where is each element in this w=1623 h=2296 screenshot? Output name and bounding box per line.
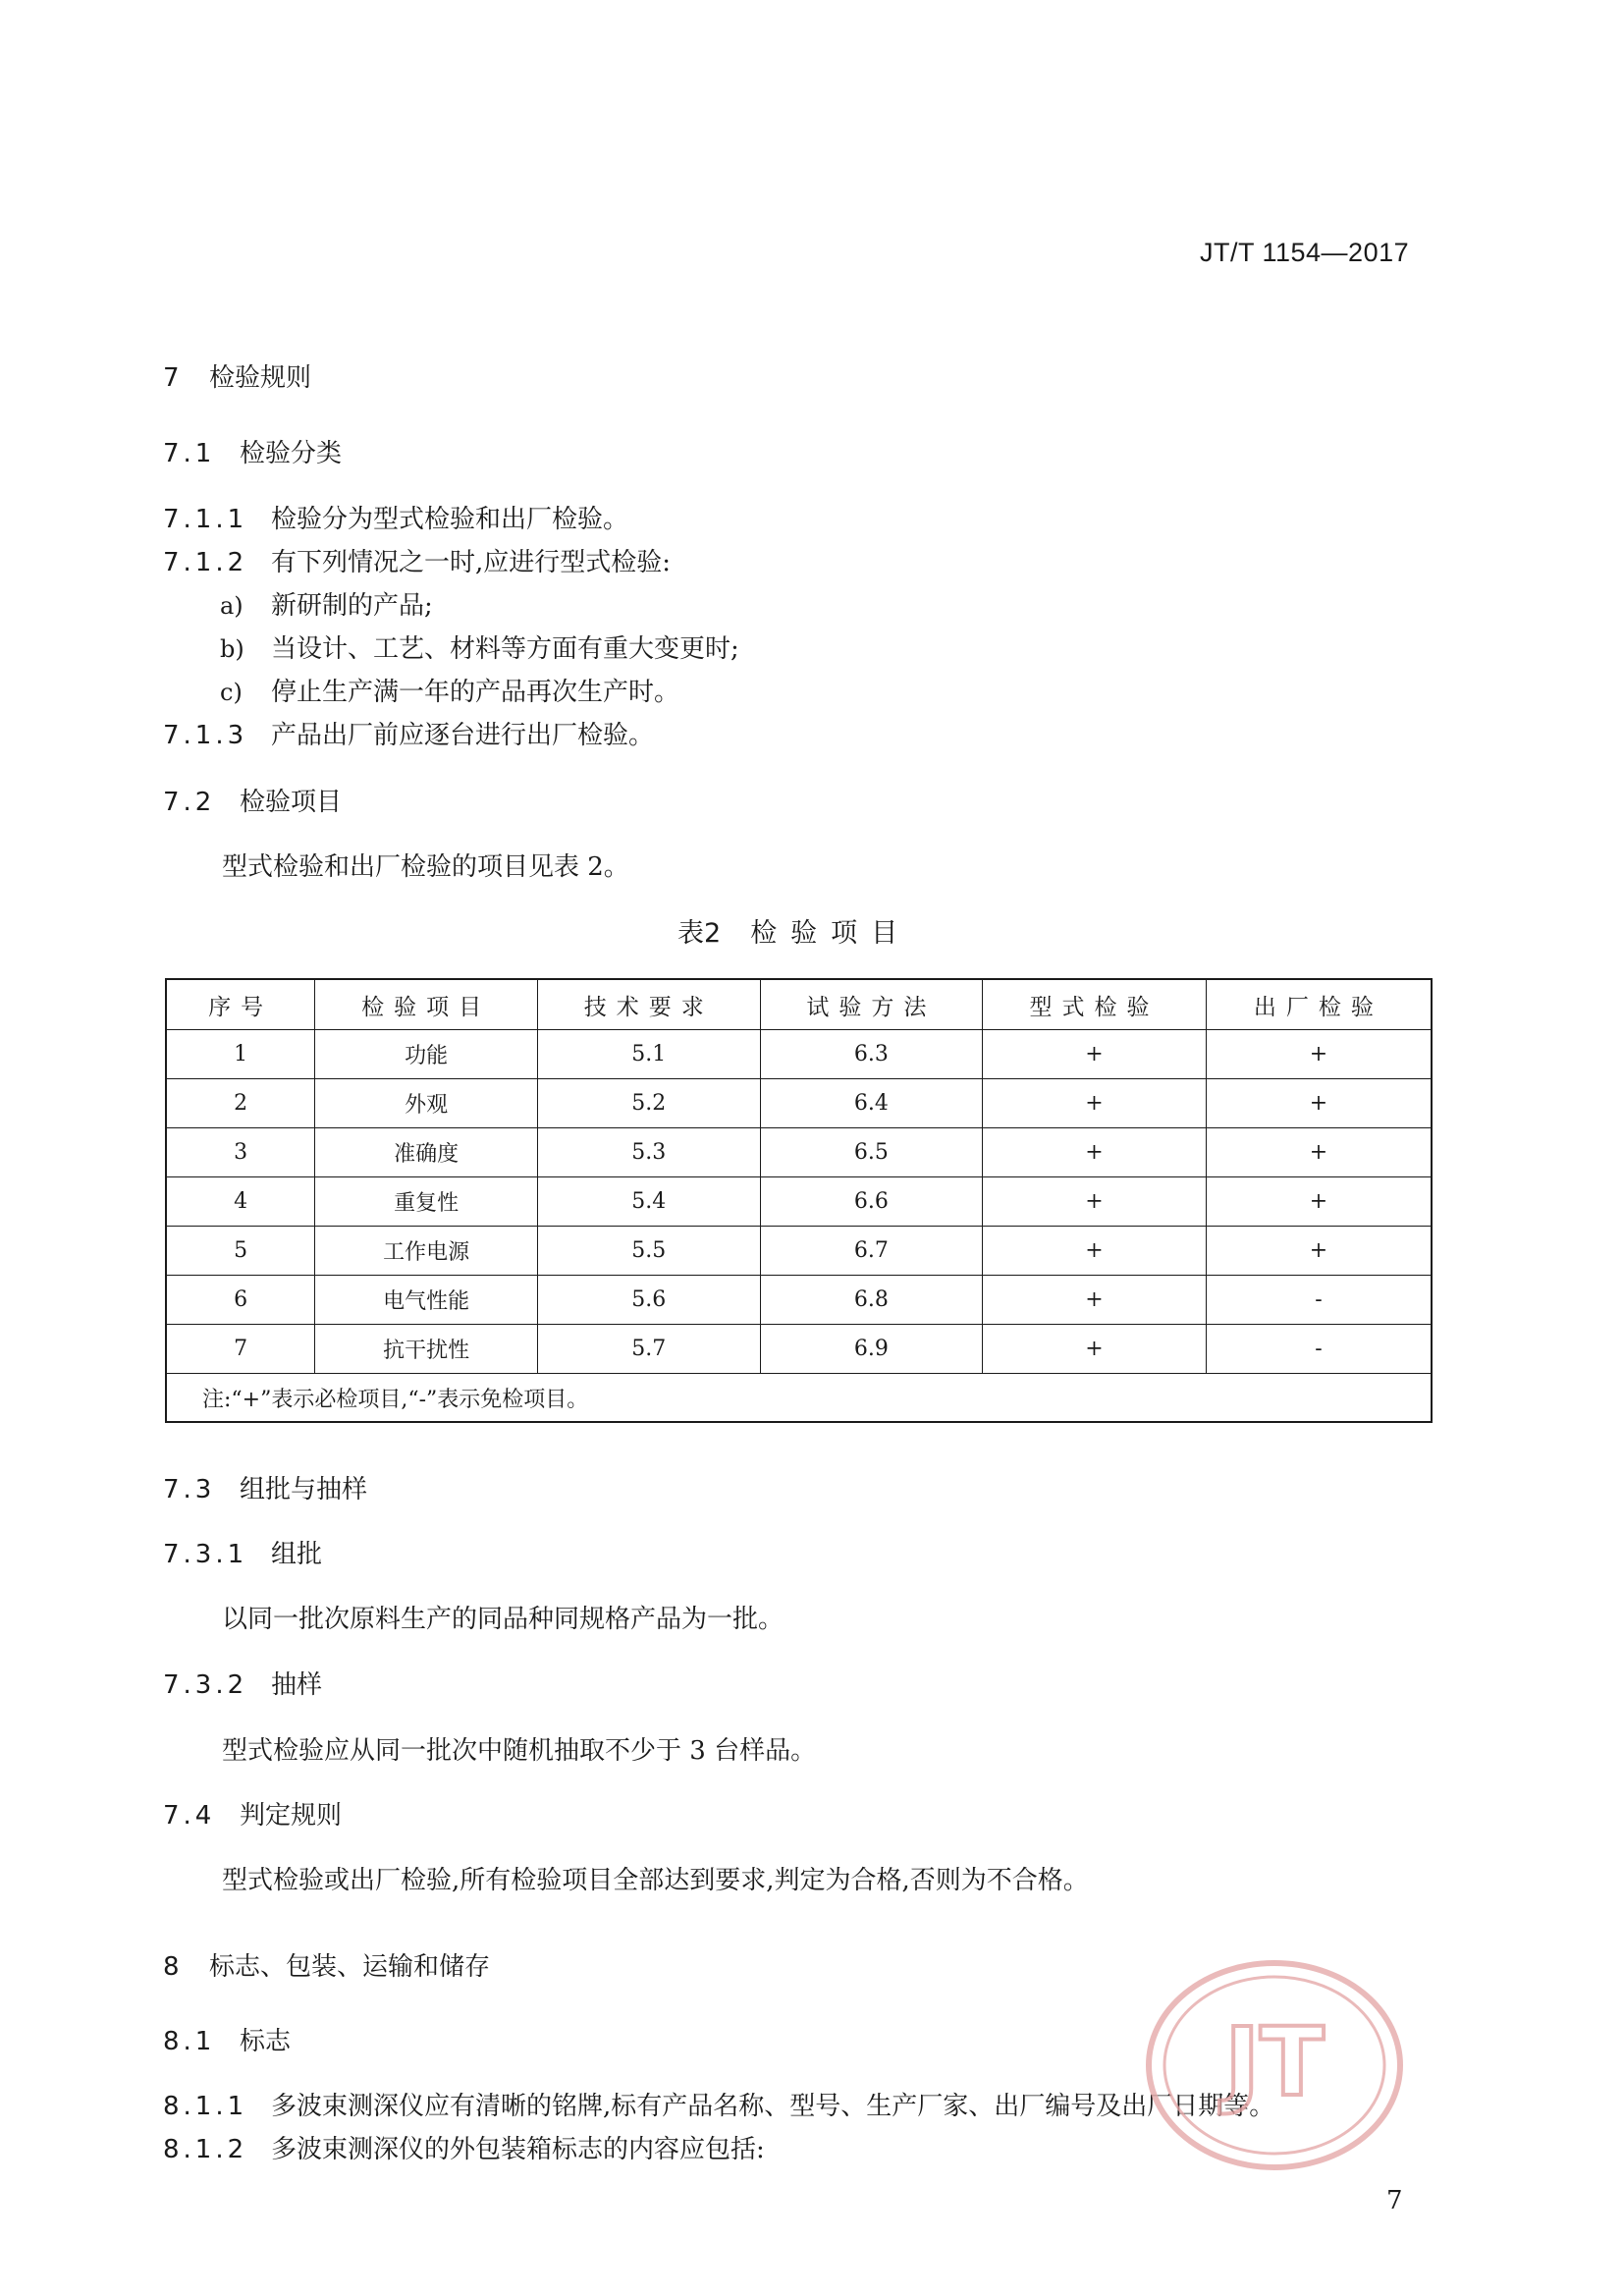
- section-number: 7.3.2: [163, 1670, 248, 1700]
- table-cell: 6: [166, 1276, 315, 1325]
- section-number: 7.3: [163, 1475, 216, 1504]
- section-8-1-heading: [163, 2021, 291, 2057]
- table-row: [166, 1177, 1432, 1227]
- clause-text: 多波束测深仪的外包装箱标志的内容应包括:: [271, 2135, 765, 2164]
- jt-seal-watermark: [1142, 1957, 1407, 2173]
- table-cell: 5.5: [537, 1227, 760, 1276]
- table-cell: +: [1206, 1030, 1432, 1079]
- document-code: JT/T 1154—2017: [1200, 238, 1410, 267]
- table-cell: +: [983, 1325, 1207, 1374]
- table-cell: +: [983, 1177, 1207, 1227]
- section-7-4-heading: [163, 1795, 342, 1831]
- clause-7-1-1: [163, 499, 628, 535]
- section-title: 标志、包装、运输和储存: [209, 1952, 491, 1982]
- list-item-text: 当设计、工艺、材料等方面有重大变更时;: [271, 634, 739, 664]
- clause-number: 7.1.3: [163, 721, 248, 750]
- section-number: 7.2: [163, 788, 216, 817]
- table-cell: 电气性能: [315, 1276, 538, 1325]
- column-header: 序号: [166, 979, 315, 1030]
- table-cell: +: [1206, 1128, 1432, 1177]
- table-cell: +: [983, 1079, 1207, 1128]
- clause-7-1-2: [163, 542, 671, 578]
- section-title: 组批: [271, 1540, 323, 1569]
- list-item-text: 新研制的产品;: [271, 591, 433, 621]
- section-7-4-text: 型式检验或出厂检验,所有检验项目全部达到要求,判定为合格,否则为不合格。: [222, 1866, 1089, 1895]
- column-header: 出厂检验: [1206, 979, 1432, 1030]
- section-title: 组批与抽样: [240, 1475, 368, 1504]
- list-item-label: a): [220, 592, 243, 620]
- table-cell: 6.5: [760, 1128, 983, 1177]
- table-cell: 6.7: [760, 1227, 983, 1276]
- list-item: [220, 629, 739, 665]
- column-header: 型式检验: [983, 979, 1207, 1030]
- table-cell: 2: [166, 1079, 315, 1128]
- section-7-heading: [163, 357, 311, 394]
- section-7-3-2-heading: [163, 1665, 322, 1701]
- table-row: [166, 1030, 1432, 1079]
- table-cell: +: [1206, 1227, 1432, 1276]
- section-title: 检验分类: [240, 439, 343, 468]
- column-header: 试验方法: [760, 979, 983, 1030]
- table-row: [166, 1079, 1432, 1128]
- section-title: 检验项目: [240, 788, 343, 817]
- table-cell: 5.1: [537, 1030, 760, 1079]
- clause-text: 检验分为型式检验和出厂检验。: [271, 505, 629, 534]
- section-number: 7.3.1: [163, 1540, 248, 1569]
- section-7-1-heading: [163, 433, 342, 469]
- table-note-row: [166, 1374, 1432, 1423]
- page-number: 7: [1386, 2186, 1403, 2215]
- inspection-items-table: [165, 978, 1433, 1423]
- table-cell: 5.7: [537, 1325, 760, 1374]
- table-cell: 5.2: [537, 1079, 760, 1128]
- table-row: [166, 1276, 1432, 1325]
- clause-number: 8.1.2: [163, 2135, 248, 2164]
- table-row: [166, 1128, 1432, 1177]
- section-7-2-text: 型式检验和出厂检验的项目见表 2。: [222, 852, 629, 882]
- table-cell: 4: [166, 1177, 315, 1227]
- list-item-text: 停止生产满一年的产品再次生产时。: [271, 678, 680, 707]
- table-cell: -: [1206, 1325, 1432, 1374]
- list-item: [220, 672, 679, 708]
- clause-number: 7.1.1: [163, 505, 248, 534]
- table-cell: +: [983, 1227, 1207, 1276]
- table-cell: 工作电源: [315, 1227, 538, 1276]
- table-cell: 抗干扰性: [315, 1325, 538, 1374]
- table-caption: [677, 911, 911, 950]
- table-cell: 5.6: [537, 1276, 760, 1325]
- section-7-2-heading: [163, 782, 342, 818]
- table-cell: 6.6: [760, 1177, 983, 1227]
- section-number: 8.1: [163, 2027, 216, 2056]
- table-cell: +: [1206, 1079, 1432, 1128]
- column-header: 检验项目: [315, 979, 538, 1030]
- section-7-3-1-text: 以同一批次原料生产的同品种同规格产品为一批。: [222, 1605, 784, 1634]
- table-cell: 准确度: [315, 1128, 538, 1177]
- table-header-row: [166, 979, 1432, 1030]
- table-cell: 7: [166, 1325, 315, 1374]
- clause-number: 8.1.1: [163, 2092, 248, 2121]
- table-cell: 3: [166, 1128, 315, 1177]
- clause-text: 有下列情况之一时,应进行型式检验:: [271, 548, 672, 577]
- section-title: 检验规则: [209, 363, 312, 393]
- table-row: [166, 1227, 1432, 1276]
- section-title: 判定规则: [240, 1801, 343, 1831]
- section-7-3-1-heading: [163, 1534, 322, 1570]
- clause-text: 多波束测深仪应有清晰的铭牌,标有产品名称、型号、生产厂家、出厂编号及出厂日期等。: [271, 2092, 1275, 2121]
- column-header: 技术要求: [537, 979, 760, 1030]
- section-title: 标志: [240, 2027, 292, 2056]
- table-cell: 6.8: [760, 1276, 983, 1325]
- table-cell: 外观: [315, 1079, 538, 1128]
- clause-8-1-1: [163, 2086, 1274, 2122]
- table-cell: -: [1206, 1276, 1432, 1325]
- table-cell: +: [1206, 1177, 1432, 1227]
- clause-text: 产品出厂前应逐台进行出厂检验。: [271, 721, 655, 750]
- section-7-3-2-text: 型式检验应从同一批次中随机抽取不少于 3 台样品。: [222, 1736, 817, 1766]
- table-row: [166, 1325, 1432, 1374]
- table-cell: 5: [166, 1227, 315, 1276]
- table-cell: 1: [166, 1030, 315, 1079]
- list-item-label: b): [220, 635, 244, 663]
- list-item-label: c): [220, 679, 243, 706]
- table-note: 注:“+”表示必检项目,“-”表示免检项目。: [166, 1374, 1432, 1423]
- clause-number: 7.1.2: [163, 548, 248, 577]
- table-caption-number: 表2: [677, 918, 722, 949]
- table-cell: 5.3: [537, 1128, 760, 1177]
- table-cell: +: [983, 1030, 1207, 1079]
- table-cell: 6.9: [760, 1325, 983, 1374]
- section-8-heading: [163, 1946, 490, 1983]
- table-cell: 重复性: [315, 1177, 538, 1227]
- table-cell: 5.4: [537, 1177, 760, 1227]
- table-cell: +: [983, 1276, 1207, 1325]
- section-7-3-heading: [163, 1469, 367, 1505]
- section-number: 7.1: [163, 439, 216, 468]
- table-cell: +: [983, 1128, 1207, 1177]
- section-title: 抽样: [271, 1670, 323, 1700]
- clause-7-1-3: [163, 715, 654, 751]
- section-number: 8: [163, 1952, 180, 1982]
- section-number: 7.4: [163, 1801, 216, 1831]
- table-cell: 6.4: [760, 1079, 983, 1128]
- clause-8-1-2: [163, 2129, 765, 2165]
- table-caption-title: 检验项目: [750, 918, 912, 949]
- section-number: 7: [163, 363, 180, 393]
- table-cell: 6.3: [760, 1030, 983, 1079]
- list-item: [220, 585, 433, 622]
- table-cell: 功能: [315, 1030, 538, 1079]
- seal-text: JT: [1224, 2007, 1325, 2117]
